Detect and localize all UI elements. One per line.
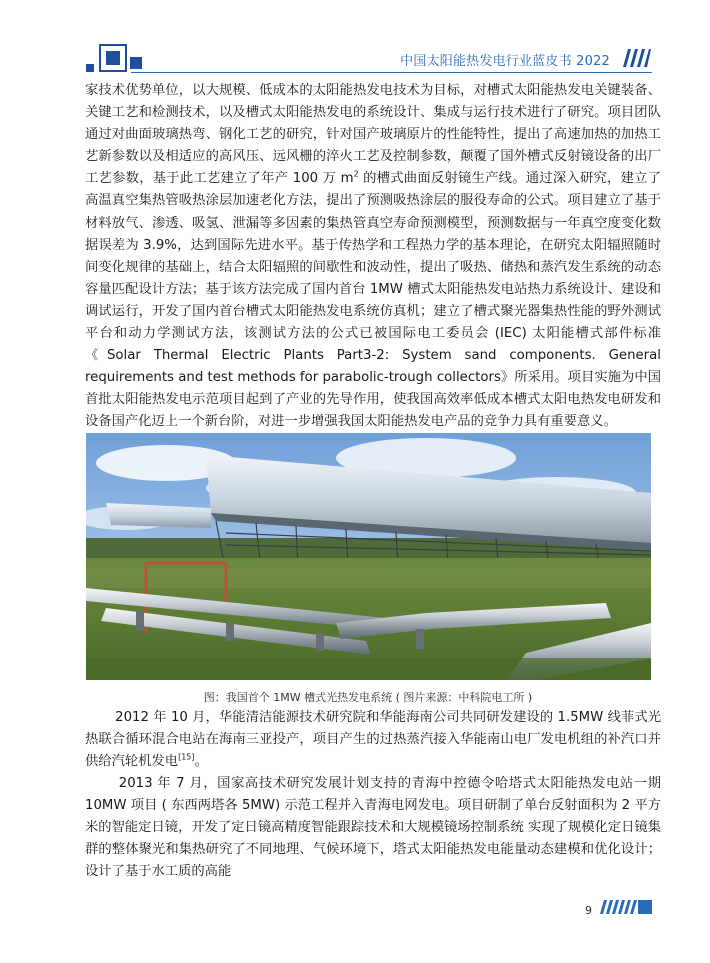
paragraph-text: 2013 年 7 月，国家高技术研究发展计划支持的青海中控德令哈塔式太阳能热发电站一期 10MW 项目 ( 东西两塔各 5MW) 示范工程并入青海电网发电。项目研制了单台反射面积为 2 平方米的智能定日镜，开发了定日镜高精度智能跟踪技术和大规模镜场控制系统 实现了规模化定日镜集群的整体聚光和集热研究了不同地理、气候环境下，塔式太阳能热发电能量动态建模和优化设计；设计了基于水工质的高能 — [85, 776, 661, 880]
superscript: 2 — [353, 169, 359, 179]
citation-superscript: [15] — [178, 752, 195, 762]
body-paragraph-3 — [85, 773, 661, 883]
footer-stripes-icon — [600, 900, 652, 914]
paragraph-text: 家技术优势单位，以大规模、低成本的太阳能热发电技术为目标，对槽式太阳能热发电关键装备、关键工艺和检测技术，以及槽式太阳能热发电的系统设计、集成与运行技术进行了研究。项目团队通过对曲面玻璃热弯、钢化工艺的研究，针对国产玻璃原片的性能特性，提出了高速加热的加热工艺新参数以及相适应的高风压、远风栅的淬火工艺及控制参数，颠覆了国外槽式反射镜设备的出厂工艺参数，基于此工艺建立了年产 100 万 m — [85, 83, 661, 187]
header-title: 中国太阳能热发电行业蓝皮书 2022 — [400, 54, 610, 69]
body-paragraph-2 — [85, 707, 661, 773]
page-number: 9 — [585, 904, 592, 917]
publication-logo — [86, 41, 146, 73]
solar-trough-illustration — [86, 433, 651, 680]
paragraph-text-continued: 的槽式曲面反射镜生产线。通过深入研究，建立了高温真空集热管吸热涂层加速老化方法，提出了预测吸热涂层的服役寿命的公式。项目建立了基于材料放气、渗透、吸氢、泄漏等多因素的集热管真空寿命预测模型，预测数据与一年真空度变化数据误差为 3.9%，达到国际先进水平。基于传热学和工程热力学的基本理论，在研究太阳辐照随时间变化规律的基础上，结合太阳辐照的间歇性和波动性，提出了吸热、储热和蒸汽发生系统的动态容量匹配设计方法；基于该方法完成了国内首台 1MW 槽式太阳能热发电站热力系统设计、建设和调试运行，开发了国内首台槽式太阳能热发电系统仿真机；建立了槽式聚光器集热性能的野外测试平台和动力学测试方法，该测试方法的公式已被国际电工委员会 (IEC) 太阳能槽式部件标准《Solar Thermal Electric Plants Part3-2: System sand components. General requirements and test methods for parabolic-trough collectors》所采用。项目实施为中国首批太阳能热发电示范项目起到了产业的先导作用，使我国高效率低成本槽式太阳电热发电研发和设备国产化迈上一个新台阶，对进一步增强我国太阳能热发电产品的竞争力具有重要意义。 — [85, 171, 661, 430]
body-paragraph-1 — [85, 80, 661, 434]
header-stripes-icon — [619, 49, 651, 67]
header-rule — [131, 72, 652, 73]
solar-trough-photo — [86, 433, 651, 680]
paragraph-end: 。 — [194, 754, 208, 770]
figure-caption: 图：我国首个 1MW 槽式光热发电系统 ( 图片来源：中科院电工所 ) — [203, 691, 533, 704]
paragraph-text: 2012 年 10 月，华能清洁能源技术研究院和华能海南公司共同研发建设的 1.5MW 线菲式光热联合循环混合电站在海南三亚投产，项目产生的过热蒸汽接入华能南山电厂发电机组的补汽口并供给汽轮机发电 — [85, 710, 661, 770]
